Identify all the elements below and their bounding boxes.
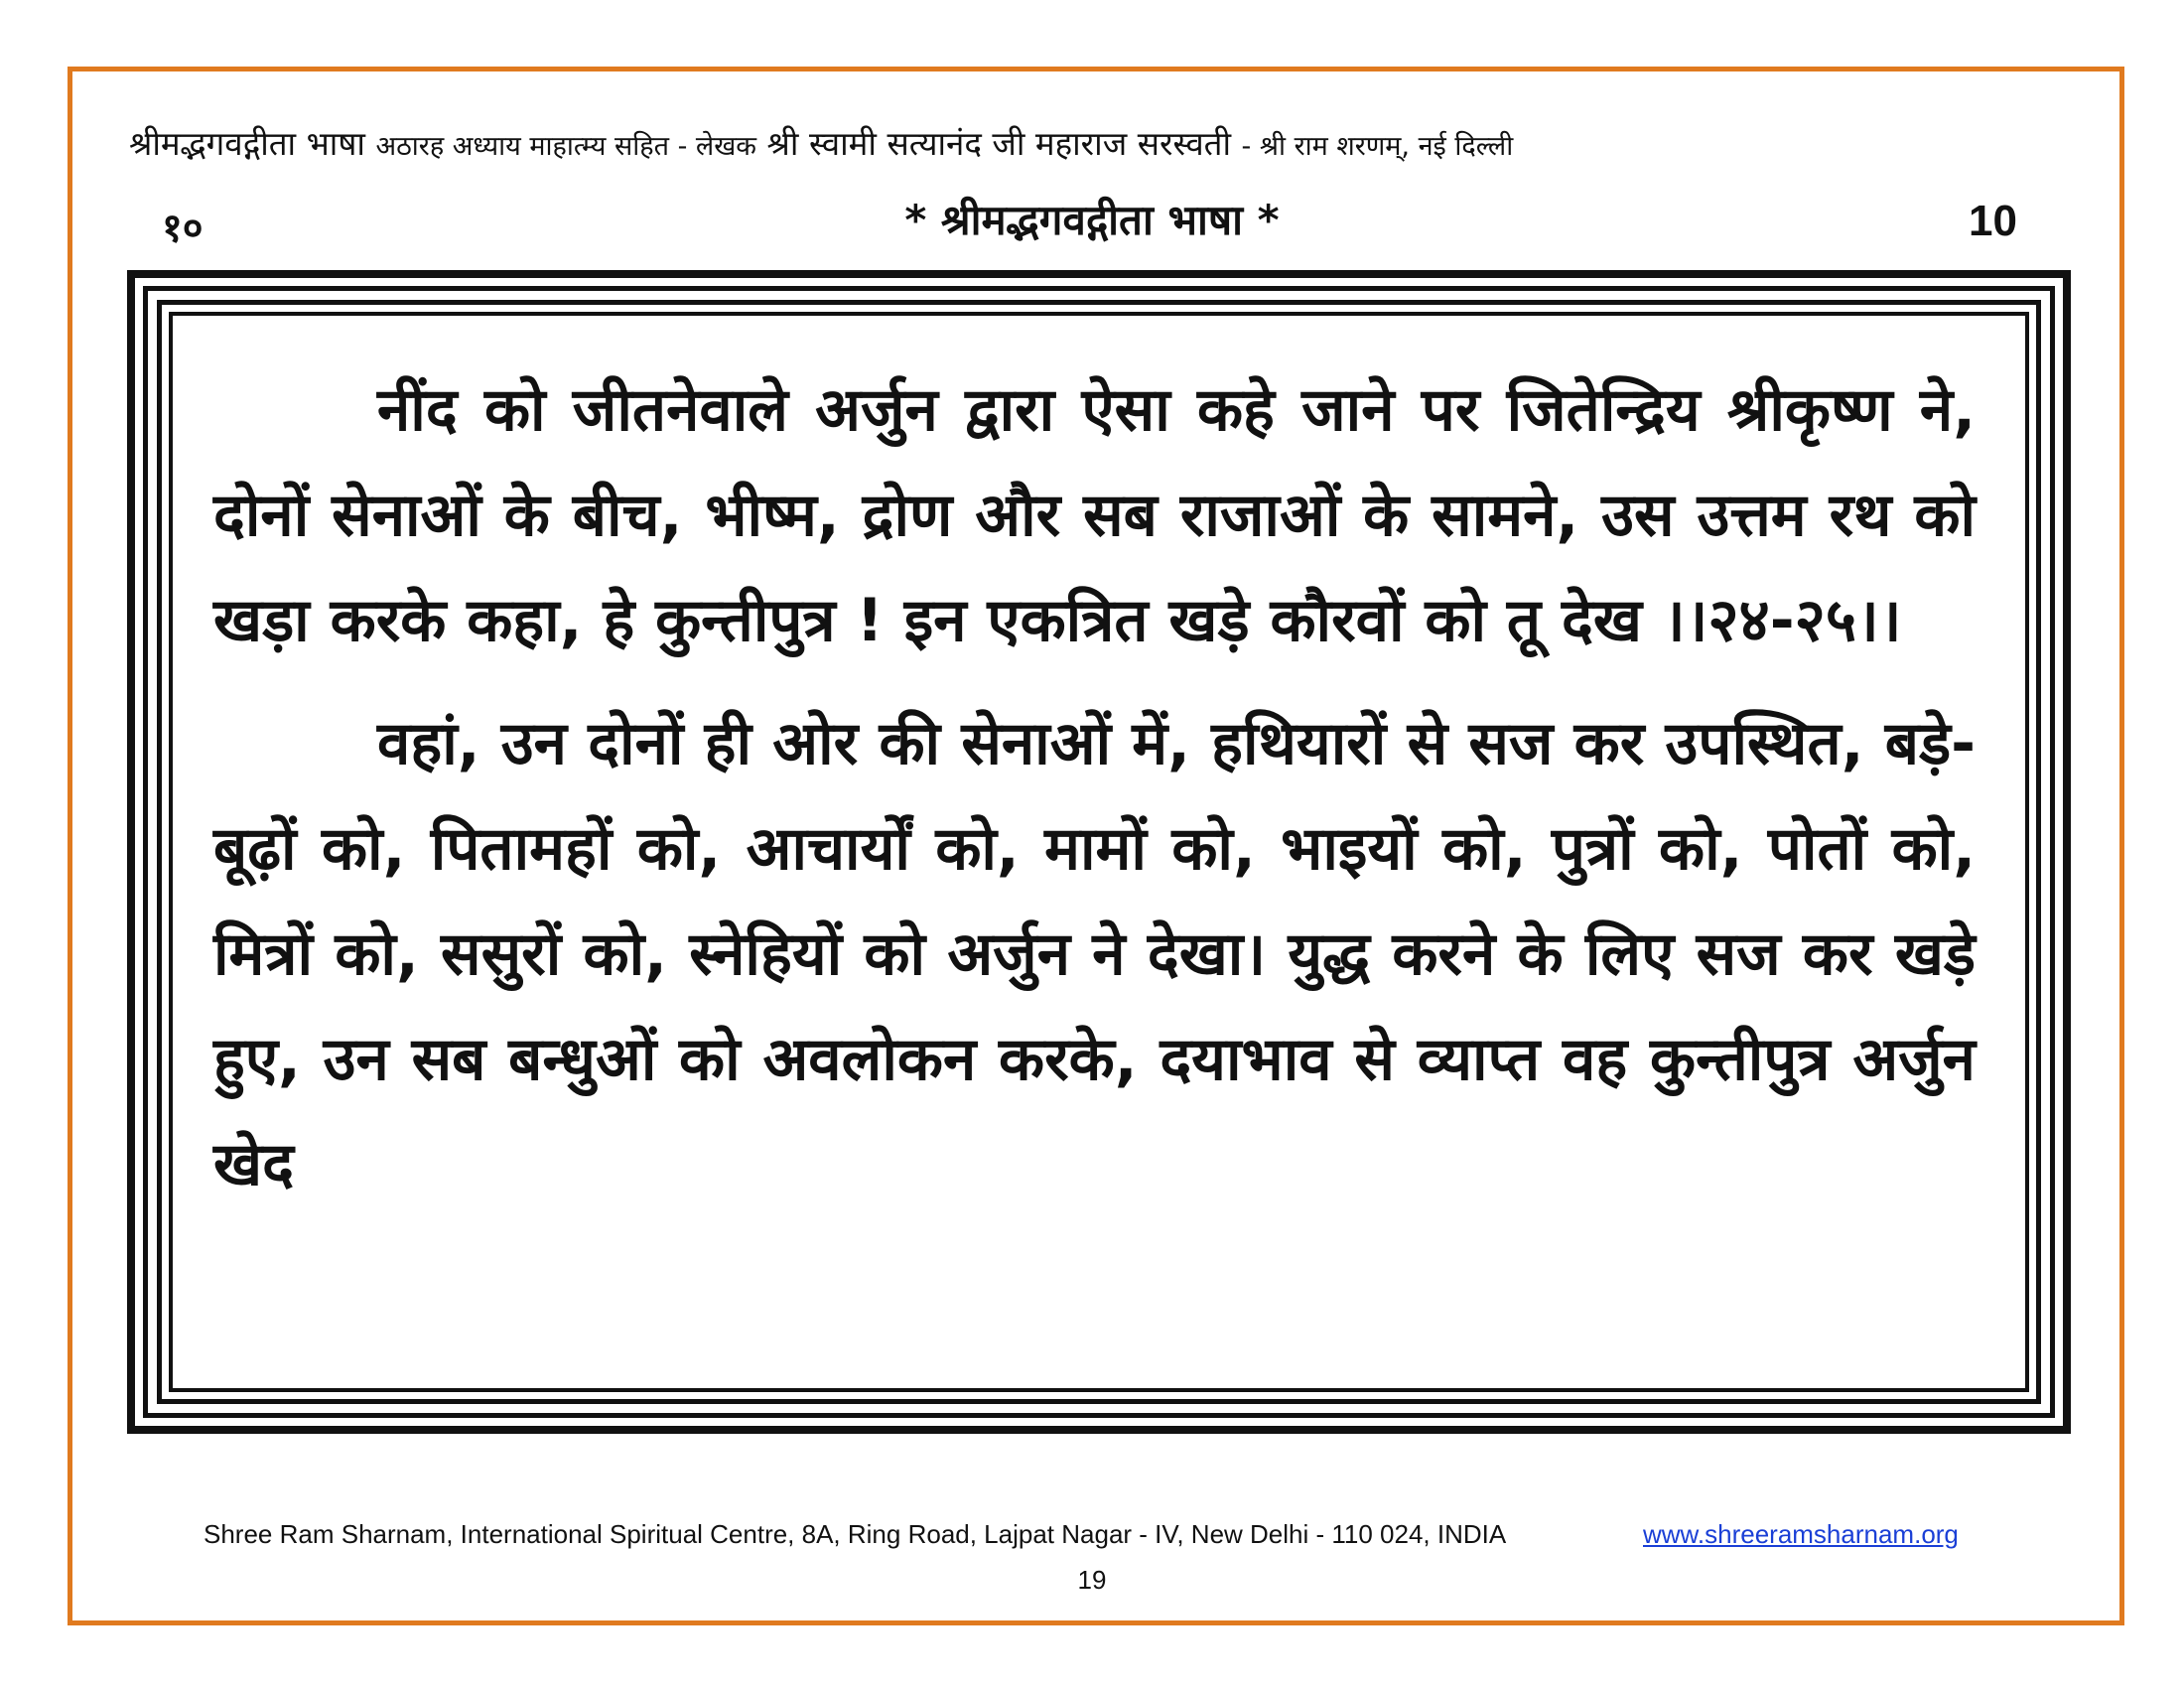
scripture-text: [213, 357, 1976, 1217]
header-title: श्रीमद्भगवद्गीता भाषा: [129, 124, 365, 163]
scan-heading: * श्रीमद्भगवद्गीता भाषा *: [904, 196, 1280, 244]
header-subtitle: अठारह अध्याय माहात्म्य सहित - लेखक: [375, 131, 757, 162]
footer-page-number: 19: [1077, 1565, 1107, 1595]
website-link[interactable]: www.shreeramsharnam.org: [1643, 1519, 1959, 1549]
scan-page-number-latin: 10: [1969, 197, 2017, 245]
document-header: [129, 119, 2075, 172]
header-author: श्री स्वामी सत्यानंद जी महाराज सरस्वती: [766, 124, 1232, 163]
scan-page-number-devanagari: १०: [162, 206, 204, 251]
footer-address: Shree Ram Sharnam, International Spiritual Centre, 8A, Ring Road, Lajpat Nagar - IV, New Delhi - 110 024, INDIA: [204, 1519, 1507, 1549]
paragraph-2: वहां, उन दोनों ही ओर की सेनाओं में, हथियारों से सज कर उपस्थित, बड़े-बूढ़ों को, पितामहों को, आचार्यों को, मामों को, भाइयों को, पुत्रों को, पोतों को, मित्रों को, ससुरों को, स्नेहियों को अर्जुन ने देखा। युद्ध करने के लिए सज कर खड़े हुए, उन सब बन्धुओं को अवलोकन करके, दयाभाव से व्याप्त वह कुन्तीपुत्र अर्जुन खेद: [213, 709, 1976, 1199]
header-publisher: - श्री राम शरणम्, नई दिल्ली: [1241, 131, 1514, 162]
paragraph-1: नींद को जीतनेवाले अर्जुन द्वारा ऐसा कहे जाने पर जितेन्द्रिय श्रीकृष्ण ने, दोनों सेनाओं के बीच, भीष्म, द्रोण और सब राजाओं के सामने, उस उत्तम रथ को खड़ा करके कहा, हे कुन्तीपुत्र ! इन एकत्रित खड़े कौरवों को तू देख ।।२४-२५।।: [213, 375, 1976, 655]
